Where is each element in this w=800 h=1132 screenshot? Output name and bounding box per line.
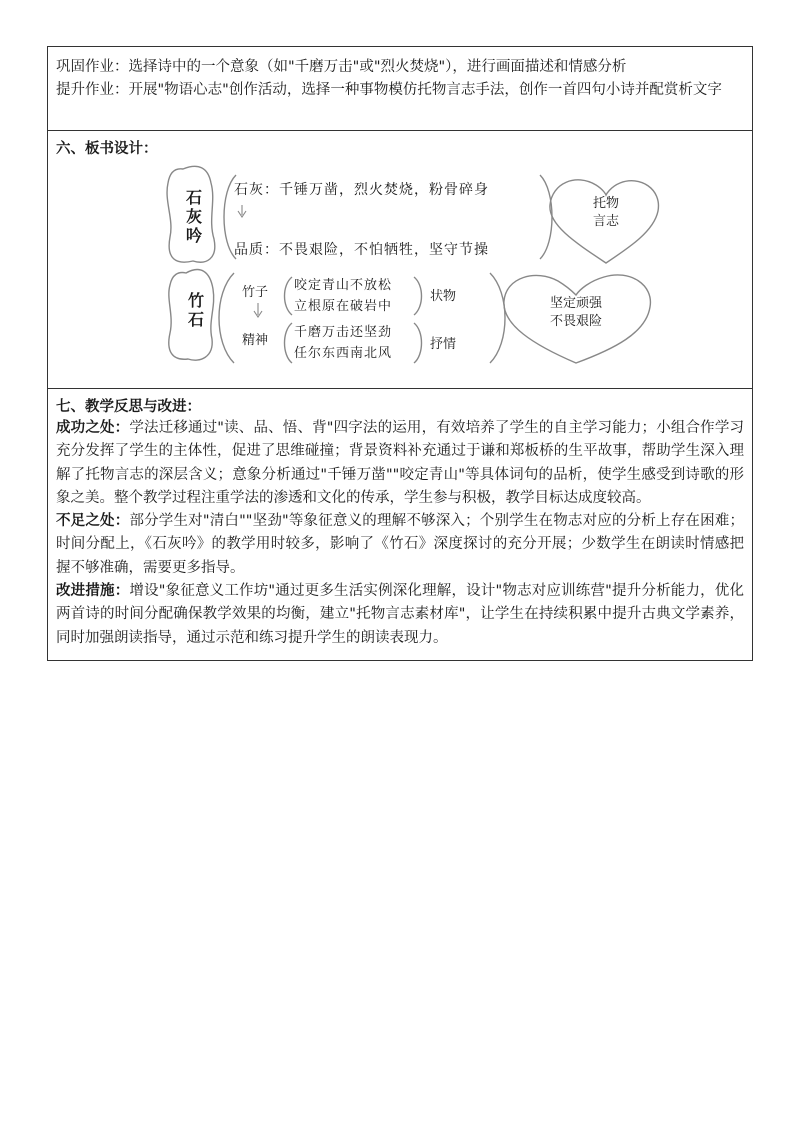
poem2-tag-top: 状物: [430, 289, 457, 304]
bracket-left-2: [219, 273, 234, 363]
heart1-line2: 言志: [592, 214, 619, 229]
homework-section: [48, 47, 752, 131]
poem2-line-3: 千磨万击还坚劲: [294, 325, 393, 340]
inner-bracket-top-left: [285, 277, 293, 315]
poem2-line-4: 任尔东西南北风: [294, 346, 393, 361]
arrow-down-2: [254, 303, 262, 317]
poem2-label-bottom: 精神: [242, 333, 269, 348]
heart1-line1: 托物: [592, 196, 619, 211]
bracket-right-1: [540, 175, 552, 259]
poem2-line-1: 咬定青山不放松: [294, 278, 393, 293]
lesson-plan-table: [47, 46, 753, 661]
board-design-section: [48, 131, 752, 389]
inner-bracket-top-right: [414, 277, 422, 315]
poem1-title: 石灰吟: [185, 188, 202, 245]
poem1-line1: 石灰：千锤万凿，烈火焚烧，粉骨碎身: [234, 182, 489, 198]
poem2-title: 竹石: [187, 291, 204, 329]
poem1-line2: 品质：不畏艰险，不怕牺牲，坚守节操: [234, 242, 489, 258]
bracket-right-2: [490, 273, 505, 363]
arrow-down-1: [238, 205, 246, 217]
heart2-line2: 不畏艰险: [549, 314, 602, 329]
inner-bracket-bottom-right: [414, 323, 422, 363]
reflection-improve: [56, 580, 744, 650]
reflection-success: [56, 417, 744, 510]
poem2-tag-bottom: 抒情: [430, 337, 457, 352]
heart2-line1: 坚定顽强: [549, 296, 602, 311]
poem2-label-top: 竹子: [242, 285, 269, 300]
homework-consolidate: 巩固作业：选择诗中的一个意象（如"千磨万击"或"烈火焚烧"），进行画面描述和情感分析: [56, 59, 627, 75]
board-heading: 六、板书设计：: [56, 141, 158, 157]
success-text: 学法迁移通过"读、品、悟、背"四字法的运用，有效培养了学生的自主学习能力；小组合作学习充分发挥了学生的主体性，促进了思维碰撞；背景资料补充通过于谦和郑板桥的生平故事，帮助学生深入理解了托物言志的深层含义；意象分析通过"千锤万凿""咬定青山"等具体词句的品析，使学生感受到诗歌的形象之美。整个教学过程注重学法的渗透和文化的传承，学生参与积极，教学目标达成度较高。: [56, 420, 745, 506]
improve-label: 改进措施：: [56, 583, 130, 600]
reflection-heading: 七、教学反思与改进：: [56, 399, 201, 415]
reflection-section: [48, 389, 752, 660]
weakness-text: 部分学生对"清白""坚劲"等象征意义的理解不够深入；个别学生在物志对应的分析上存在困难；时间分配上，《石灰吟》的教学用时较多，影响了《竹石》深度探讨的充分开展；少数学生在朗读时情感把握不够准确，需要更多指导。: [56, 513, 744, 576]
inner-bracket-bottom-left: [285, 323, 293, 363]
improve-text: 增设"象征意义工作坊"通过更多生活实例深化理解，设计"物志对应训练营"提升分析能力，优化两首诗的时间分配确保教学效果的均衡，建立"托物言志素材库"，让学生在持续积累中提升古典文学素养，同时加强朗读指导，通过示范和练习提升学生的朗读表现力。: [56, 583, 744, 646]
homework-enhance: 提升作业：开展"物语心志"创作活动，选择一种事物模仿托物言志手法，创作一首四句小诗并配赏析文字: [56, 82, 722, 98]
success-label: 成功之处：: [56, 420, 130, 436]
weakness-label: 不足之处：: [56, 513, 130, 530]
reflection-weakness: [56, 510, 744, 580]
poem2-line-2: 立根原在破岩中: [294, 299, 393, 314]
